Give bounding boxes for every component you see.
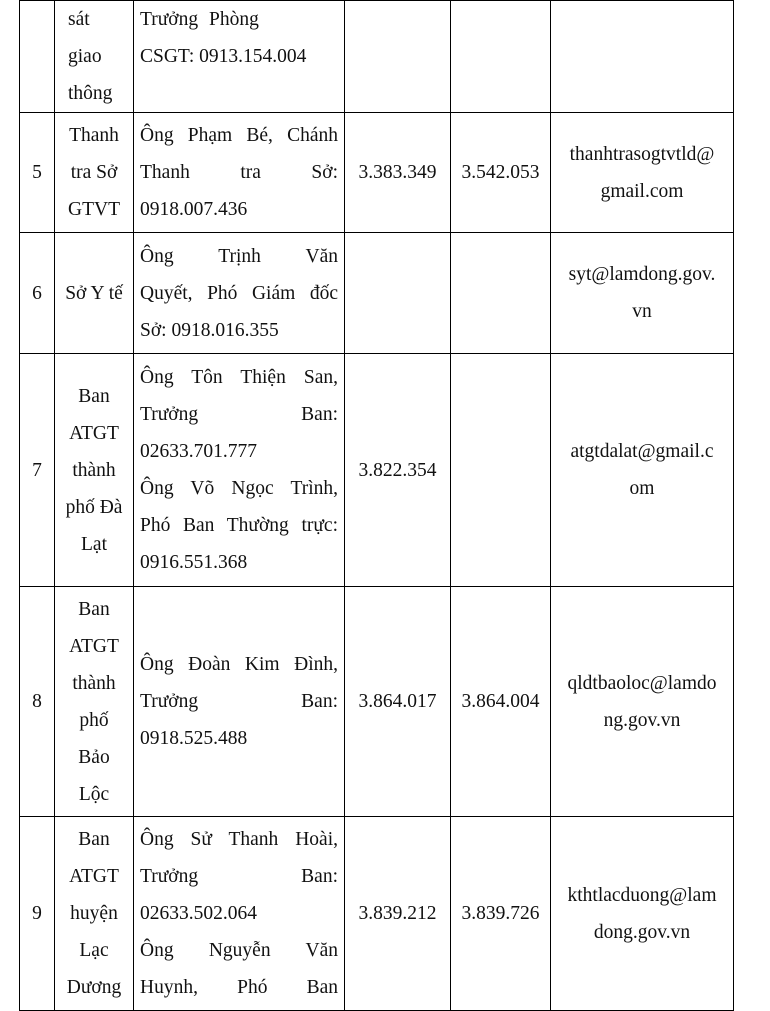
phone-2: 3.864.004 (451, 587, 551, 817)
contact-person (134, 354, 345, 587)
email-line: om (629, 478, 655, 499)
table-row (20, 1, 734, 113)
phone-2 (451, 233, 551, 354)
person-line: 02633.701.777 (140, 441, 257, 462)
table-row (20, 817, 734, 1011)
unit-line: Bảo (78, 746, 110, 768)
row-number: 5 (20, 113, 55, 233)
unit-line: Ban (78, 598, 110, 620)
table-body (20, 1, 734, 1011)
unit-line: Sở Y tế (65, 282, 123, 304)
email-line: ng.gov.vn (603, 709, 681, 731)
email (551, 113, 734, 233)
person-line: Ông Võ Ngọc Trình, (140, 478, 338, 499)
unit-line: huyện (70, 903, 118, 924)
unit-line: Lạc (79, 940, 109, 961)
phone-2 (451, 1, 551, 113)
unit-line: thành (72, 672, 116, 694)
unit-line: thành (72, 459, 116, 481)
email-line: vn (632, 301, 652, 322)
unit-line: Dương (66, 977, 122, 998)
person-line: Ông Nguyễn Văn (140, 940, 338, 961)
row-number: 8 (20, 587, 55, 817)
table-row (20, 587, 734, 817)
unit-name (55, 233, 134, 354)
person-line: Phó Ban Thường trực: (140, 515, 338, 536)
person-line: 0916.551.368 (140, 552, 248, 573)
unit-line: ATGT (69, 635, 119, 657)
person-line: 0918.525.488 (140, 728, 248, 749)
unit-line: Lạt (81, 533, 107, 555)
email (551, 1, 734, 113)
unit-name (55, 1, 134, 113)
person-line: 0918.007.436 (140, 199, 248, 220)
phone-2: 3.542.053 (451, 113, 551, 233)
contact-person (134, 817, 345, 1011)
unit-line: phố (79, 709, 109, 731)
email-line: syt@lamdong.gov. (568, 264, 716, 285)
email (551, 354, 734, 587)
person-line: Ông Phạm Bé, Chánh (140, 125, 338, 146)
unit-line: tra Sở (70, 162, 118, 183)
phone-2 (451, 354, 551, 587)
unit-line: Lộc (78, 783, 110, 805)
table-row (20, 113, 734, 233)
email-line: kthtlacduong@lam (567, 884, 717, 906)
phone-1: 3.839.212 (345, 817, 451, 1011)
unit-line: ATGT (69, 422, 119, 444)
unit-line: Thanh (69, 125, 119, 146)
unit-name (55, 817, 134, 1011)
phone-2: 3.839.726 (451, 817, 551, 1011)
unit-line: phố Đà (65, 496, 123, 518)
person-line: Thanh tra Sở: (140, 162, 338, 183)
unit-name (55, 354, 134, 587)
table-row (20, 233, 734, 354)
row-number: 9 (20, 817, 55, 1011)
unit-line: sát giao (68, 9, 102, 67)
contact-person (134, 1, 345, 113)
unit-line: ATGT (69, 866, 119, 887)
person-line: Trưởng Ban: (140, 404, 338, 425)
person-line: Quyết, Phó Giám đốc (140, 282, 338, 304)
person-line: Trưởng Phòng (140, 9, 259, 30)
table-row (20, 354, 734, 587)
email (551, 233, 734, 354)
unit-line: thông (68, 83, 113, 104)
person-line: Ông Đoàn Kim Đình, (140, 654, 338, 675)
person-line: Ông Tôn Thiện San, (140, 367, 338, 388)
email-line: dong.gov.vn (593, 921, 691, 943)
contact-person (134, 113, 345, 233)
person-line: CSGT: 0913.154.004 (140, 46, 307, 67)
row-number: 6 (20, 233, 55, 354)
row-number: 7 (20, 354, 55, 587)
phone-1 (345, 1, 451, 113)
email-line: gmail.com (600, 180, 684, 202)
unit-name (55, 587, 134, 817)
email-line: atgtdalat@gmail.c (570, 441, 714, 462)
person-line: Sở: 0918.016.355 (140, 319, 279, 341)
email (551, 587, 734, 817)
person-line: 02633.502.064 (140, 903, 257, 924)
phone-1 (345, 233, 451, 354)
contact-person (134, 233, 345, 354)
unit-name (55, 113, 134, 233)
row-number (20, 1, 55, 113)
phone-1: 3.822.354 (345, 354, 451, 587)
contact-person (134, 587, 345, 817)
person-line: Trưởng Ban: (140, 866, 338, 887)
unit-line: Ban (78, 385, 110, 407)
unit-line: GTVT (68, 199, 120, 220)
email (551, 817, 734, 1011)
phone-1: 3.383.349 (345, 113, 451, 233)
person-line: Ông Trịnh Văn (140, 245, 338, 267)
person-line: Trưởng Ban: (140, 691, 338, 712)
email-line: qldtbaoloc@lamdo (567, 672, 717, 694)
phone-1: 3.864.017 (345, 587, 451, 817)
contact-table (19, 0, 734, 1011)
email-line: thanhtrasogtvtld@ (569, 143, 715, 165)
person-line: Ông Sử Thanh Hoài, (140, 829, 338, 850)
unit-line: Ban (78, 829, 110, 850)
person-line: Huynh, Phó Ban (140, 977, 338, 998)
